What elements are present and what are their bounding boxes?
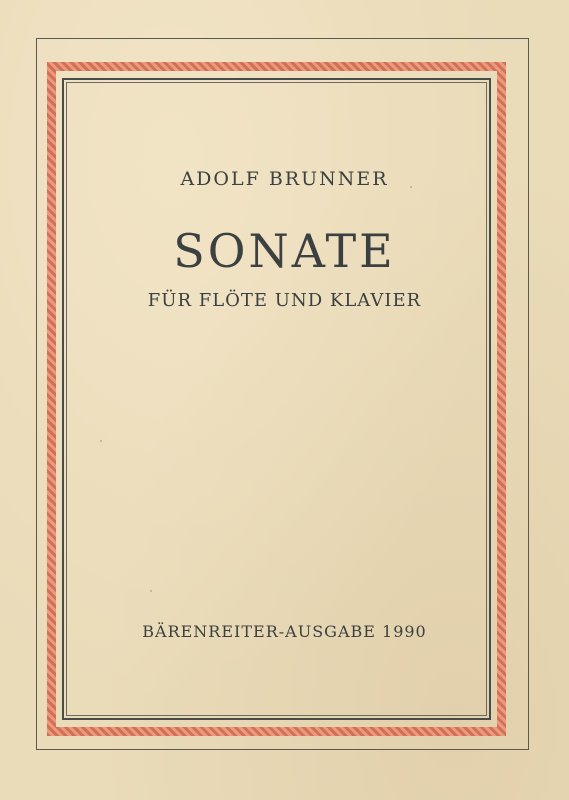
publisher-edition: BÄRENREITER-AUSGABE 1990 [142,622,427,641]
paper-speck [410,186,412,188]
instrumentation: FÜR FLÖTE UND KLAVIER [147,290,422,311]
work-title: SONATE [173,224,396,278]
composer-name: ADOLF BRUNNER [180,168,389,190]
paper-speck [100,440,102,442]
paper-speck [150,590,152,592]
